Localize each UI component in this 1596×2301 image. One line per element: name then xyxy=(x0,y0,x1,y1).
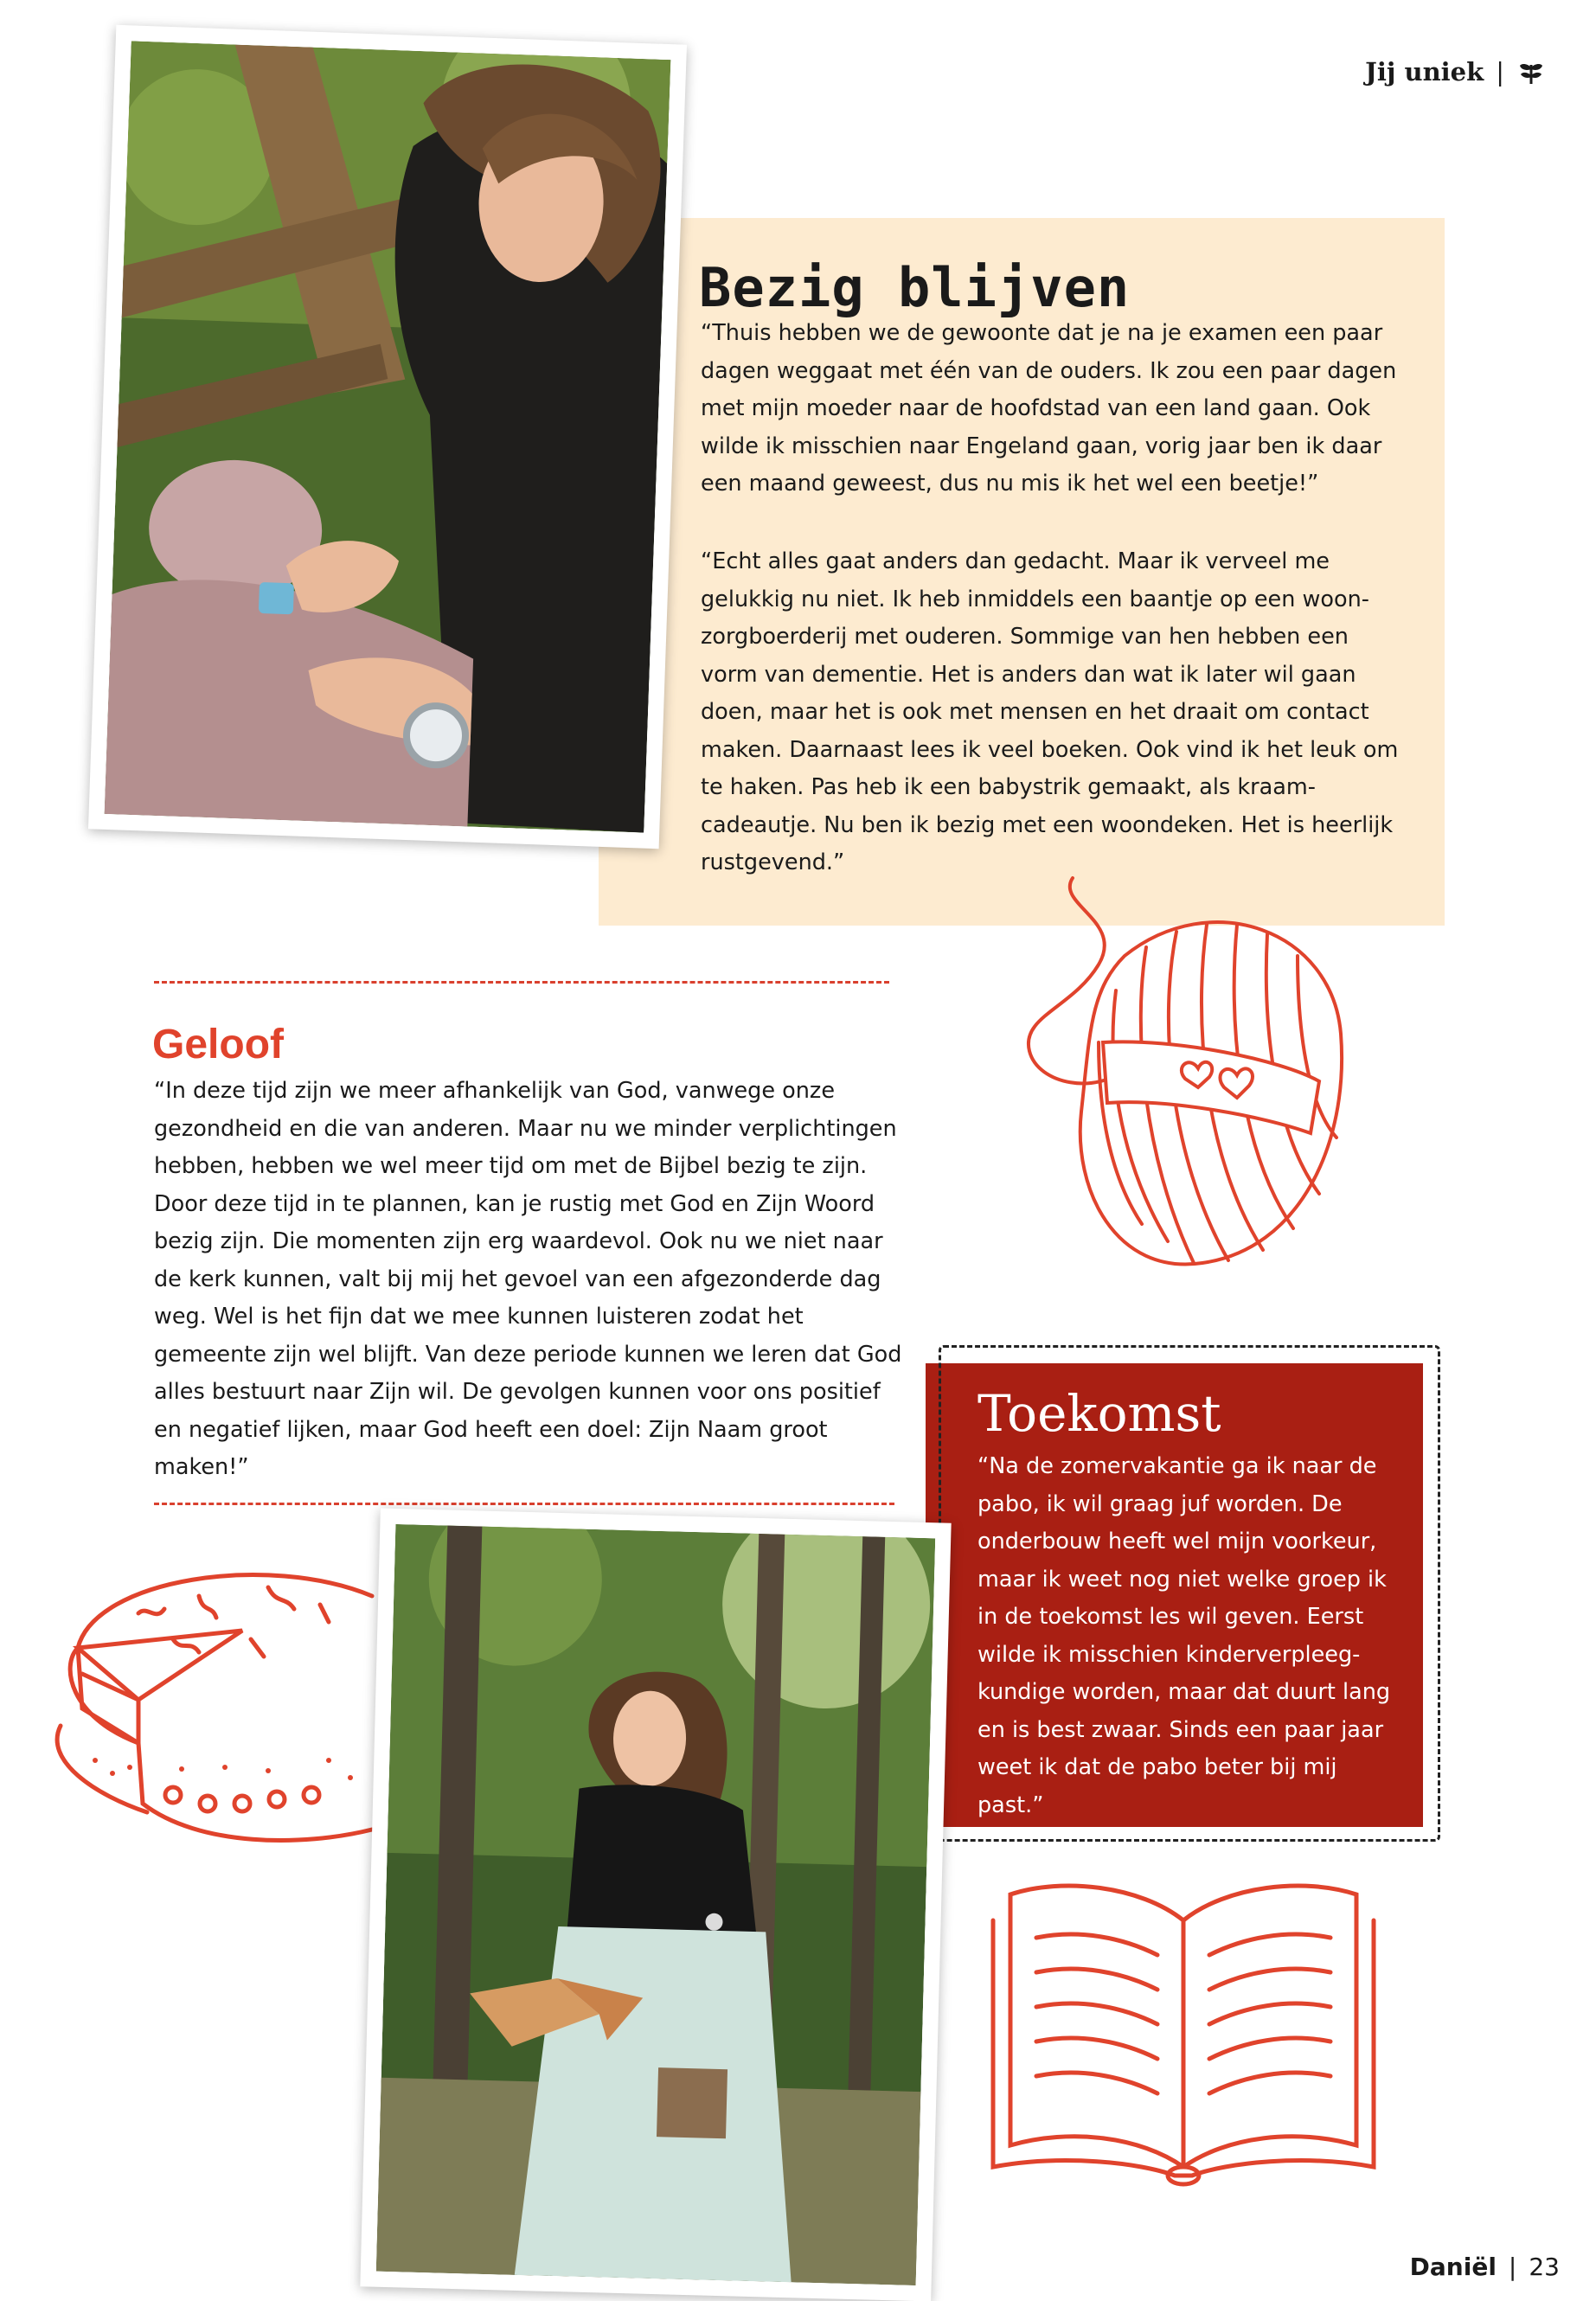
page-number: 23 xyxy=(1529,2253,1560,2281)
crocheting-photo-image xyxy=(105,41,671,832)
toekomst-paragraph: “Na de zomervakantie ga ik naar de pabo, ik wil graag juf worden. De onderbouw heeft wel mijn voorkeur, maar ik weet nog niet welke groep ik in de toekomst les wil geven. Eerst wilde ik misschien kinderverpleeg-kundige worden, maar dat duurt lang en is best zwaar. Sinds een paar jaar weet ik dat de pabo beter bij mij past.” xyxy=(977,1453,1391,1818)
page-footer xyxy=(1410,2253,1560,2281)
photo-crocheting xyxy=(88,25,687,849)
cake-icon xyxy=(43,1544,389,1873)
toekomst-title: Toekomst xyxy=(977,1384,1221,1443)
yarn-ball-icon xyxy=(1021,869,1367,1302)
leaf-sprig-icon xyxy=(1516,57,1546,87)
footer-separator: | xyxy=(1508,2253,1517,2281)
geloof-title: Geloof xyxy=(152,1022,284,1067)
bezig-blijven-paragraph-1: “Thuis hebben we de gewoonte dat je na je examen een paar dagen weggaat met één van de ouders. Ik zou een paar dagen met mijn moeder naar de hoofdstad van een land gaan. Ook wilde ik misschien naar Engeland gaan, vorig jaar ben ik daar een maand geweest, dus nu mis ik het wel een beetje!” xyxy=(701,320,1397,497)
divider-top xyxy=(154,981,889,984)
bezig-blijven-paragraph-2: “Echt alles gaat anders dan gedacht. Maar ik verveel me gelukkig nu niet. Ik heb inmiddels een baantje op een woon-zorgboerderij met ouderen. Sommige van hen hebben een vorm van dementie. Het is anders dan wat ik later wil gaan doen, maar het is ook met mensen en het draait om contact maken. Daarnaast lees ik veel boeken. Ook vind ik het leuk om te haken. Pas heb ik een babystrik gemaakt, als kraam-cadeautje. Nu ben ik bezig met een woondeken. Het is heerlijk rustgevend.” xyxy=(701,548,1399,875)
section-label: Jij uniek xyxy=(1365,57,1484,87)
divider-bottom xyxy=(154,1503,894,1505)
geloof-paragraph: “In deze tijd zijn we meer afhankelijk van God, vanwege onze gezondheid en die van anderen. Maar nu we minder verplichtingen hebben, hebben we wel meer tijd om met de Bijbel bezig te zijn. Door deze tijd in te plannen, kan je rustig met God en Zijn Woord bezig zijn. Die momenten zijn erg waardevol. Ook nu we niet naar de kerk kunnen, valt bij mij het gevoel van een afgezonderde dag weg. Wel is het fijn dat we mee kunnen luisteren zodat het gemeente zijn wel blijft. Van deze periode kunnen we leren dat God alles bestuurt naar Zijn wil. De gevolgen kunnen voor ons positief en negatief lijken, maar God heeft een doel: Zijn Naam groot maken!” xyxy=(154,1078,902,1480)
header-separator: | xyxy=(1496,57,1504,87)
section-header xyxy=(1365,57,1546,87)
open-book-icon xyxy=(976,1868,1391,2189)
magazine-name: Daniël xyxy=(1409,2253,1497,2281)
bezig-blijven-title: Bezig blijven xyxy=(699,256,1131,319)
reading-photo-image xyxy=(376,1524,935,2285)
photo-reading xyxy=(360,1509,951,2301)
